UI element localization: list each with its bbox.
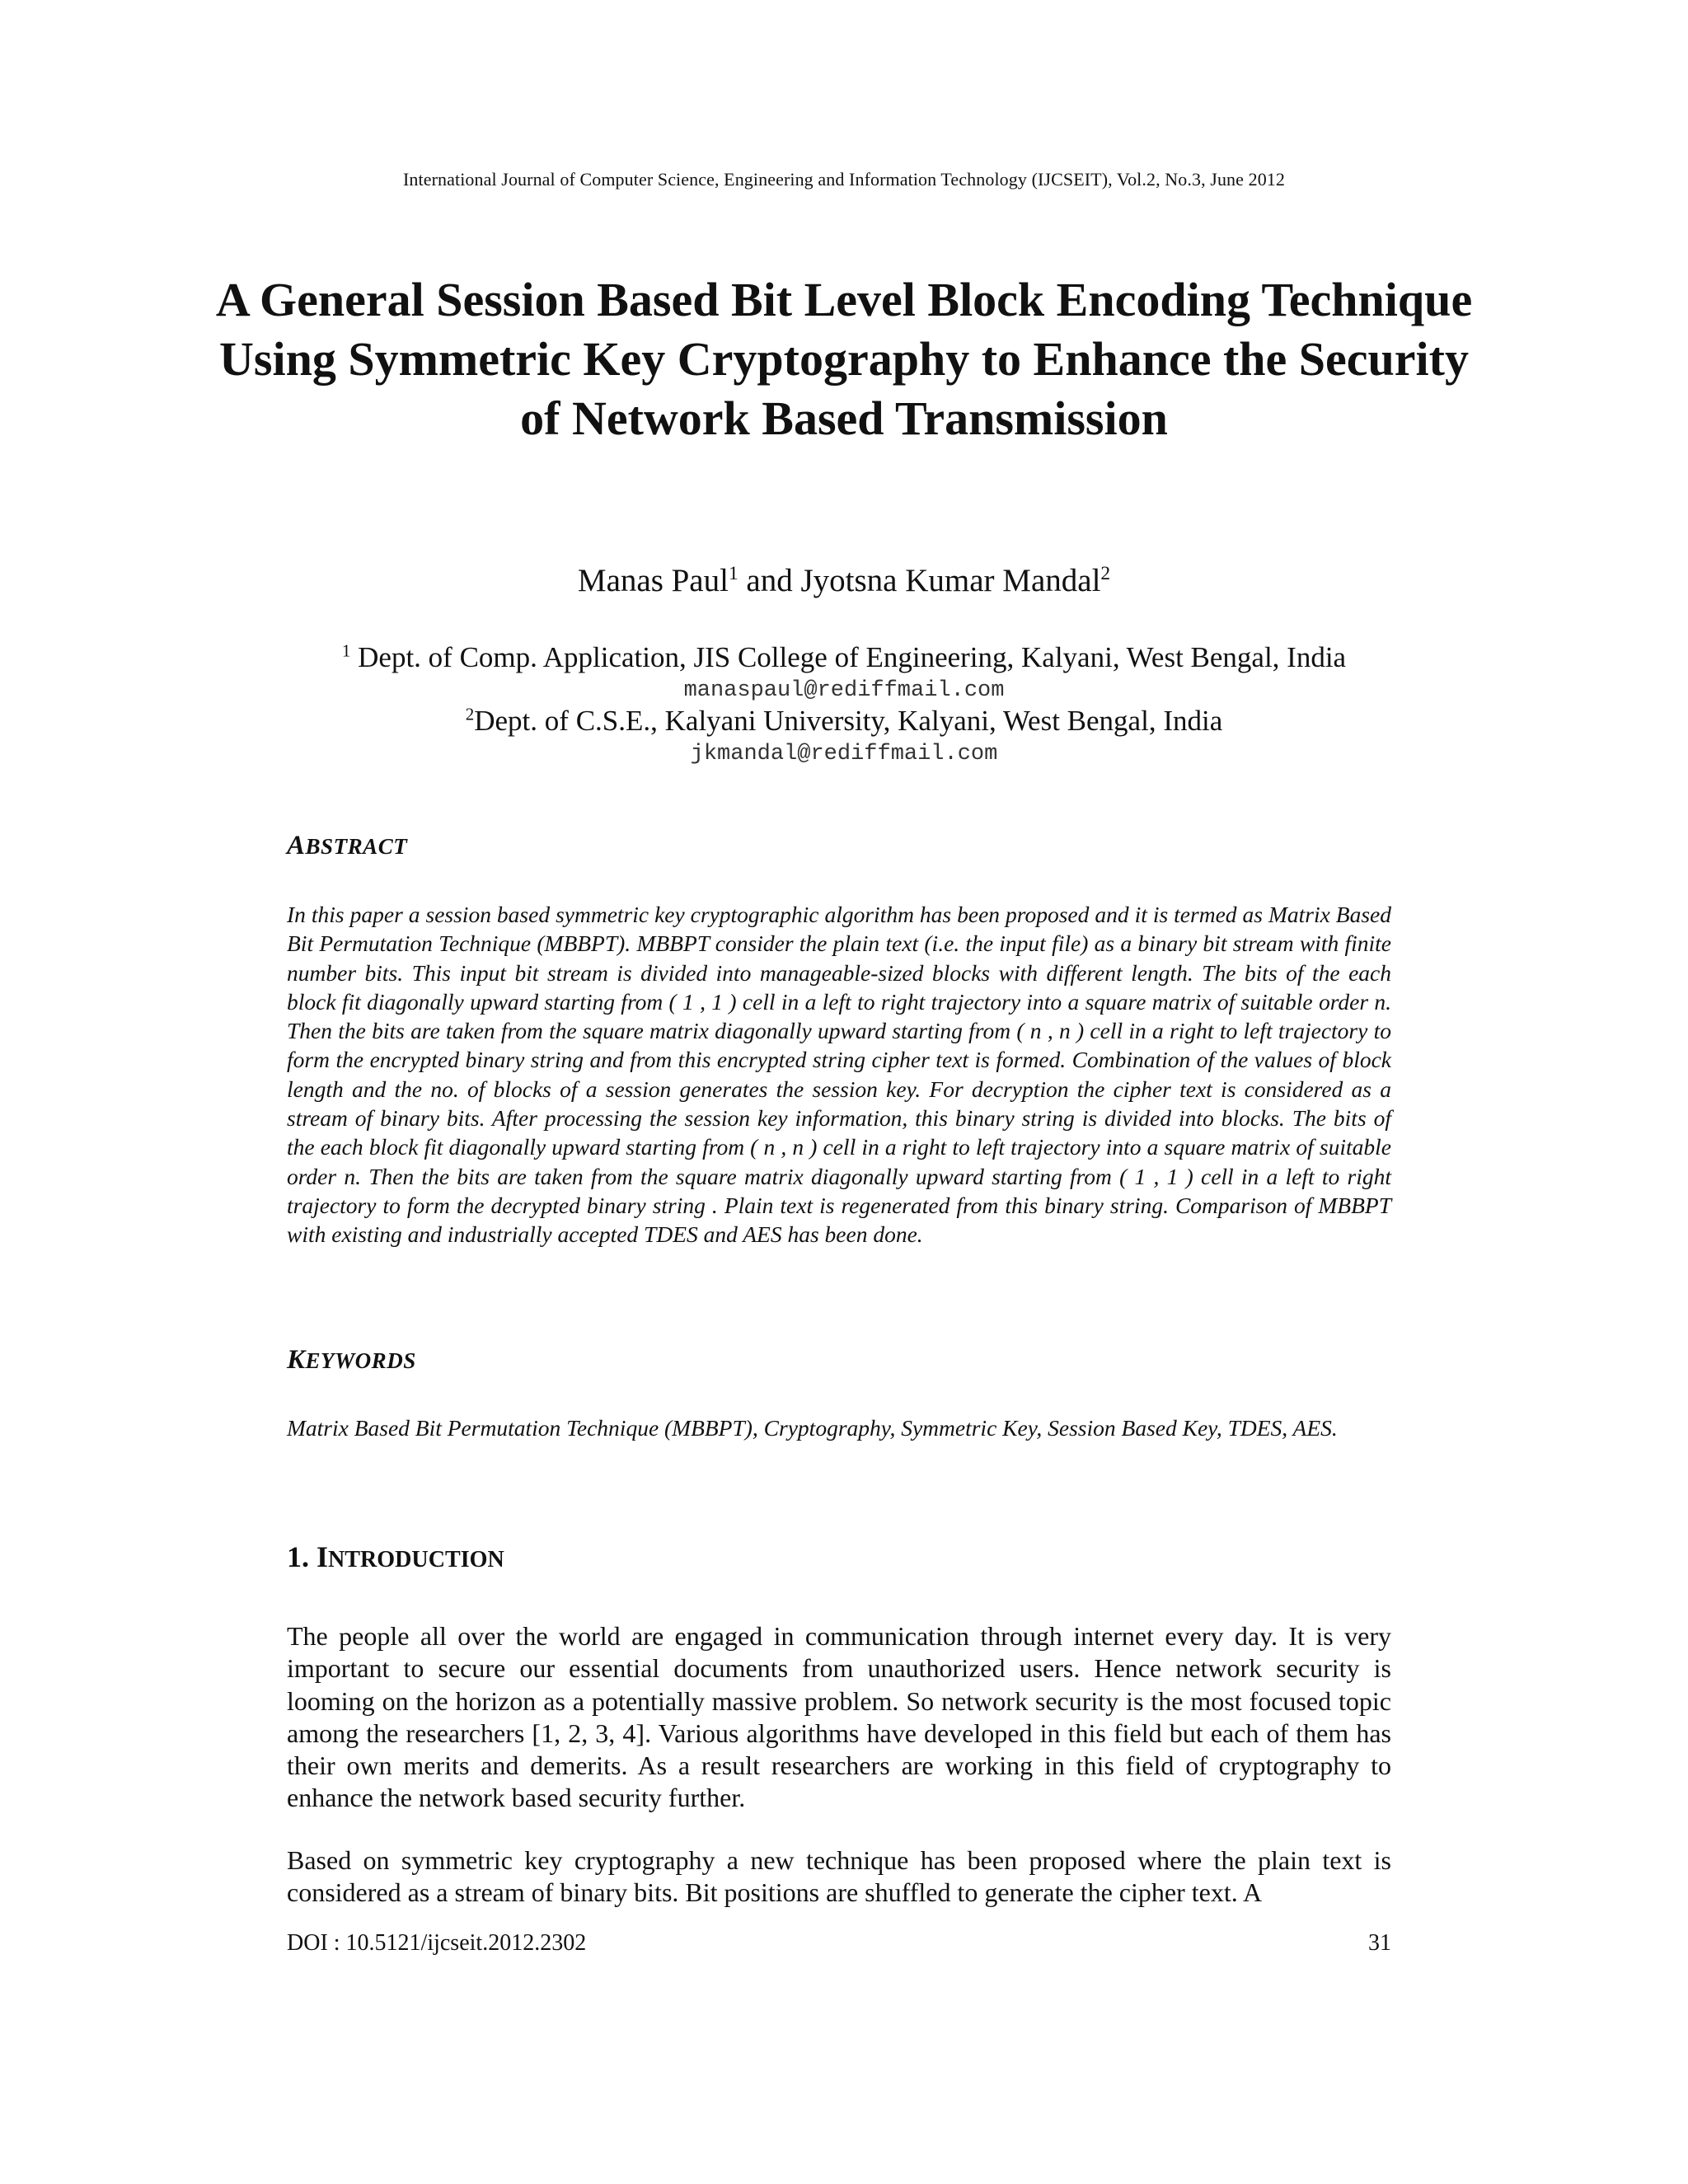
email-1: manaspaul@rediffmail.com (683, 678, 1005, 703)
abstract-text: In this paper a session based symmetric key cryptographic algorithm has been proposed and it is termed as Matrix Based Bit Permutation Technique (MBBPT). MBBPT consider the plain text (i.e. the input file) as a binary bit stream with finite number bits. This input bit stream is divided into manageable-sized blocks with different length. The bits of the each block fit diagonally upward starting from ( 1 , 1 ) cell in a left to right trajectory into a square matrix of suitable order n. Then the bits are taken from the square matrix diagonally upward starting from ( n , n ) cell in a right to left trajectory to form the encrypted binary string and from this encrypted string cipher text is formed. Combination of the values of block length and the no. of blocks of a session generates the session key. For decryption the cipher text is considered as a stream of binary bits. After processing the session key information, this binary string is divided into blocks. The bits of the each block fit diagonally upward starting from ( n , n ) cell in a right to left trajectory into a square matrix of suitable order n. Then the bits are taken from the square matrix diagonally upward starting from ( 1 , 1 ) cell in a left to right trajectory to form the decrypted binary string . Plain text is regenerated from this binary string. Comparison of MBBPT with existing and industrially accepted TDES and AES has been done. (287, 902, 1391, 1248)
affiliation-2-text: Dept. of C.S.E., Kalyani University, Kalyani, West Bengal, India (474, 705, 1223, 737)
email-2: jkmandal@rediffmail.com (690, 742, 998, 766)
affiliation-2 (0, 705, 1688, 738)
journal-header: International Journal of Computer Science, Engineering and Information Technology (IJCSEIT), Vol.2, No.3, June 2012 (402, 169, 1286, 190)
author-2-marker: 2 (1100, 563, 1111, 584)
page-number: 31 (1368, 1930, 1391, 1956)
affiliation-2-marker: 2 (465, 704, 475, 724)
paper-title: A General Session Based Bit Level Block Encoding Technique Using Symmetric Key Cryptography to Enhance the Security of Network Based Transmission (215, 273, 1473, 445)
author-conjunction: and (738, 563, 801, 598)
author-1-marker: 1 (728, 563, 738, 584)
author-2: Jyotsna Kumar Mandal (800, 563, 1101, 598)
keywords-heading: KEYWORDS (287, 1345, 416, 1375)
affiliation-1-marker: 1 (341, 640, 351, 661)
author-1: Manas Paul (577, 563, 729, 598)
affiliation-1-text: Dept. of Comp. Application, JIS College of Engineering, Kalyani, West Bengal, India (350, 641, 1347, 673)
introduction-heading: 1. INTRODUCTION (287, 1540, 504, 1573)
footer-doi: DOI : 10.5121/ijcseit.2012.2302 (287, 1930, 587, 1956)
intro-paragraph-2: Based on symmetric key cryptography a new technique has been proposed where the plain text is considered as a stream of binary bits. Bit positions are shuffled to generate the cipher text. A (287, 1845, 1391, 1908)
keywords-text: Matrix Based Bit Permutation Technique (MBBPT), Cryptography, Symmetric Key, Session Based Key, TDES, AES. (287, 1415, 1338, 1441)
abstract-heading: ABSTRACT (287, 831, 408, 860)
affiliation-1 (0, 641, 1688, 674)
author-line (0, 562, 1688, 599)
intro-paragraph-1: The people all over the world are engaged in communication through internet every day. It is very important to secure our essential documents from unauthorized users. Hence network security is looming on the horizon as a potentially massive problem. So network security is the most focused topic among the researchers [1, 2, 3, 4]. Various algorithms have developed in this field but each of them has their own merits and demerits. As a result researchers are working in this field of cryptography to enhance the network based security further. (287, 1621, 1391, 1813)
